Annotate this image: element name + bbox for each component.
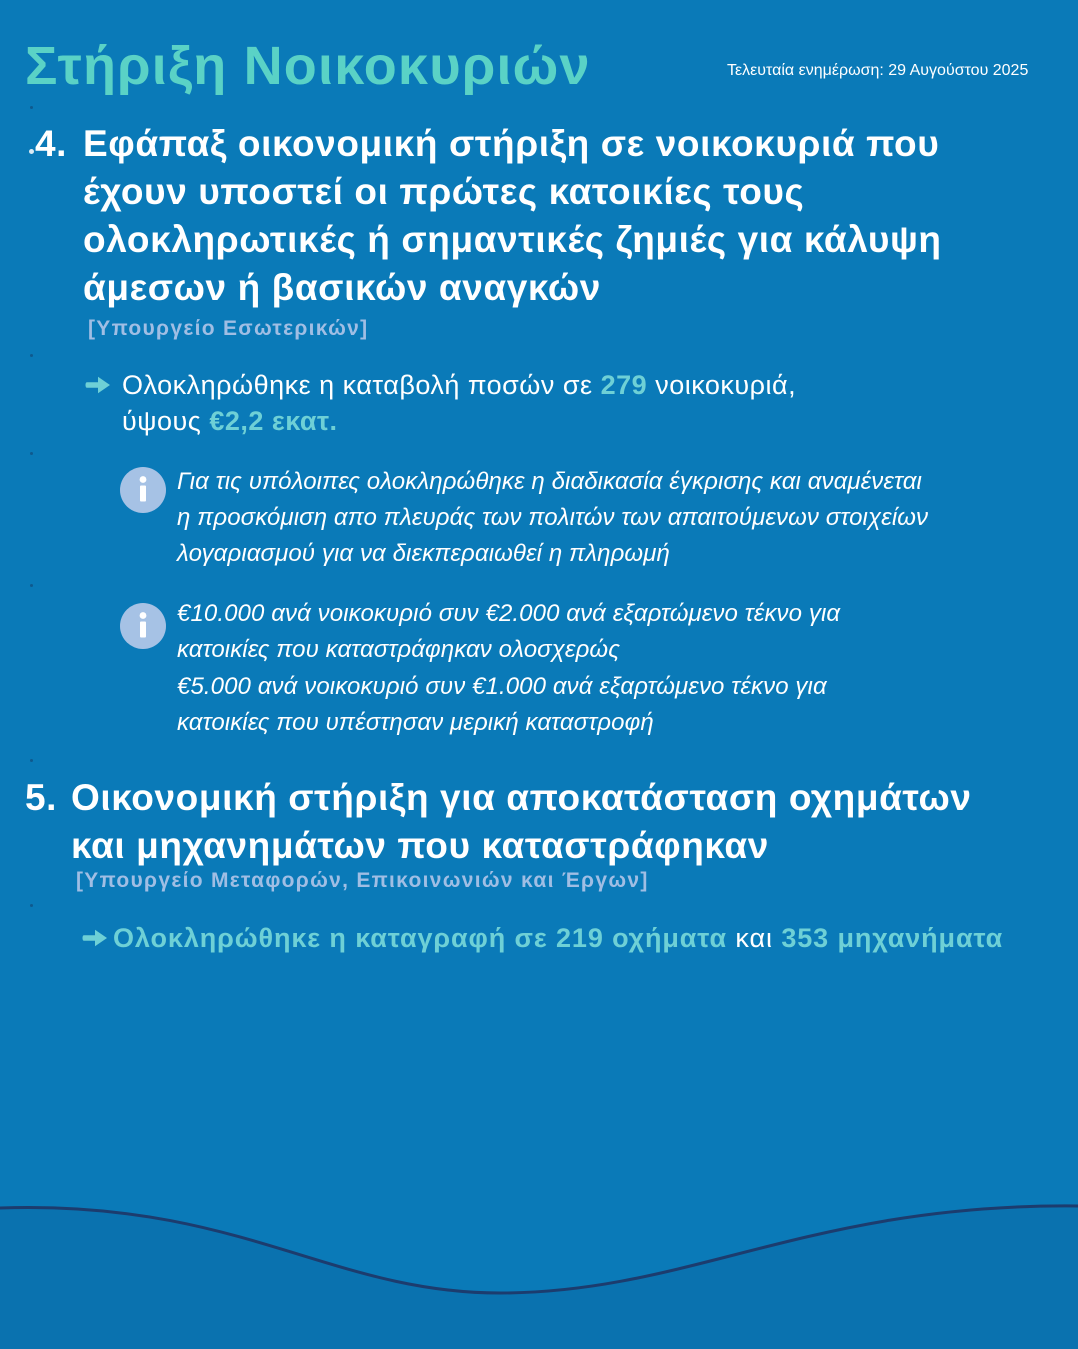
section-5-number: 5. [25, 777, 58, 818]
bullet-dot [30, 106, 33, 109]
section-5-title-line: Οικονομική στήριξη για αποκατάσταση οχημάτων [71, 777, 972, 818]
section-4-title-line: έχουν υποστεί οι πρώτες κατοικίες τους [83, 171, 805, 212]
info-note-line: η προσκόμιση απο πλευράς των πολιτών των απαιτούμενων στοιχείων [177, 504, 929, 531]
wave-divider [0, 1190, 1078, 1349]
bullet-dot [30, 584, 33, 587]
arrow-right-icon [85, 375, 111, 395]
status-text: Ολοκληρώθηκε η καταγραφή σε [113, 923, 548, 953]
payment-amount: €2,2 εκατ. [209, 406, 338, 436]
section-5-ministry: [Υπουργείο Μεταφορών, Επικοινωνιών και Έργων] [76, 869, 649, 892]
info-icon [120, 603, 166, 649]
section-4-title [83, 120, 942, 312]
page-title: Στήριξη Νοικοκυριών [25, 36, 591, 96]
section-4-title-line: άμεσων ή βασικών αναγκών [83, 267, 601, 308]
info-icon [120, 467, 166, 513]
vehicles-count: 219 οχήματα [555, 923, 728, 953]
info-note [177, 596, 840, 741]
machines-count: 353 μηχανήματα [781, 923, 1004, 953]
bullet-dot [29, 149, 34, 154]
bullet-dot [30, 904, 33, 907]
status-text: ύψους [122, 406, 202, 436]
bullet-dot [30, 759, 33, 762]
bullet-dot [30, 354, 33, 357]
section-4-title-line: Εφάπαξ οικονομική στήριξη σε νοικοκυριά που [83, 123, 940, 164]
info-note-line: €10.000 ανά νοικοκυριό συν €2.000 ανά εξαρτώμενο τέκνο για [177, 600, 841, 627]
info-note-line: κατοικίες που υπέστησαν μερική καταστροφή [177, 708, 654, 736]
section-4-status [122, 367, 796, 439]
status-text: νοικοκυριά, [655, 370, 797, 400]
section-5-title-line: και μηχανημάτων που καταστράφηκαν [71, 825, 769, 866]
section-5-status [113, 920, 1003, 956]
bullet-dot [30, 452, 33, 455]
status-conjunction: και [735, 923, 773, 953]
info-note-line: λογαριασμού για να διεκπεραιωθεί η πληρωμή [177, 540, 670, 567]
status-text: Ολοκληρώθηκε η καταβολή ποσών σε [122, 370, 593, 400]
arrow-right-icon [82, 928, 108, 948]
households-count: 279 [600, 370, 648, 400]
section-4-title-line: ολοκληρωτικές ή σημαντικές ζημιές για κάλυψη [83, 219, 942, 260]
info-note-line: κατοικίες που καταστράφηκαν ολοσχερώς [177, 636, 620, 664]
info-note [177, 464, 928, 572]
section-4-ministry: [Υπουργείο Εσωτερικών] [88, 317, 369, 340]
section-4-number: 4. [35, 123, 68, 164]
status-line [122, 403, 796, 439]
last-updated-date: Τελευταία ενημέρωση: 29 Αυγούστου 2025 [727, 62, 1029, 79]
info-note-line: Για τις υπόλοιπες ολοκληρώθηκε η διαδικασία έγκρισης και αναμένεται [177, 468, 922, 495]
info-note-line: €5.000 ανά νοικοκυριό συν €1.000 ανά εξαρτώμενο τέκνο για [177, 672, 827, 700]
status-line [122, 367, 796, 403]
section-5-title [71, 774, 972, 870]
